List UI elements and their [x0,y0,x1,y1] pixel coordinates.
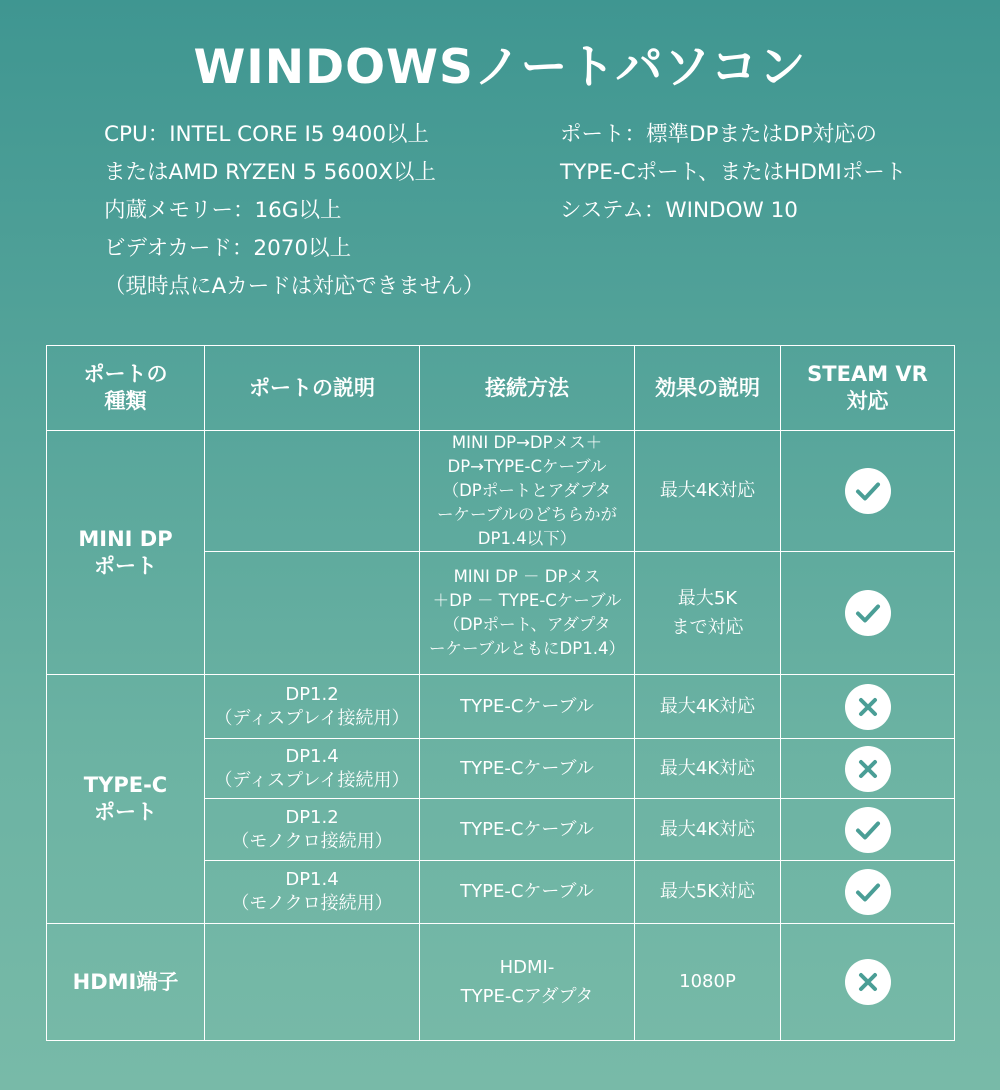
method-cell: HDMI- TYPE-Cアダプタ [420,924,635,1041]
port-desc-cell: DP1.4 （モノクロ接続用） [205,861,420,924]
port-desc-cell: DP1.4 （ディスプレイ接続用） [205,739,420,799]
header-steam-vr: STEAM VR 対応 [781,346,955,431]
spec-system: システム：WINDOW 10 [560,198,798,223]
effect-cell: 最大5K まで対応 [635,552,781,675]
effect-cell: 最大4K対応 [635,675,781,739]
method-cell: TYPE-Cケーブル [420,861,635,924]
cross-icon [845,746,891,792]
table-row [47,924,955,1041]
steam-vr-cell [781,924,955,1041]
steam-vr-cell [781,861,955,924]
port-compatibility-table [46,345,955,1041]
cross-icon [845,684,891,730]
port-desc-cell [205,924,420,1041]
port-desc-cell: DP1.2 （ディスプレイ接続用） [205,675,420,739]
check-icon [845,869,891,915]
effect-cell: 最大5K対応 [635,861,781,924]
port-desc-cell [205,431,420,552]
method-cell: TYPE-Cケーブル [420,799,635,861]
check-icon [845,807,891,853]
specs-left [104,116,484,306]
port-desc-cell [205,552,420,675]
group-hdmi: HDMI端子 [47,924,205,1041]
header-connection-method: 接続方法 [420,346,635,431]
steam-vr-cell [781,552,955,675]
page-title: WINDOWSノートパソコン [193,40,807,95]
steam-vr-cell [781,739,955,799]
spec-memory: 内蔵メモリー：16G以上 [104,198,342,223]
effect-cell: 最大4K対応 [635,799,781,861]
effect-cell: 1080P [635,924,781,1041]
cross-icon [845,959,891,1005]
header-port-description: ポートの説明 [205,346,420,431]
table-row [47,675,955,739]
effect-cell: 最大4K対応 [635,739,781,799]
table-row [47,431,955,552]
spec-video-card: ビデオカード：2070以上 [104,236,352,261]
effect-cell: 最大4K対応 [635,431,781,552]
method-cell: MINI DP→DPメス＋ DP→TYPE-Cケーブル （DPポートとアダプタ ーケーブルのどちらかが DP1.4以下） [420,431,635,552]
group-type-c: TYPE-C ポート [47,675,205,924]
spec-cpu: CPU：INTEL CORE I5 9400以上 [104,122,430,147]
check-icon [845,468,891,514]
steam-vr-cell [781,675,955,739]
specs-right [560,116,906,230]
table-header-row [47,346,955,431]
spec-port-alt: TYPE-Cポート、またはHDMIポート [560,160,907,185]
check-icon [845,590,891,636]
group-mini-dp: MINI DP ポート [47,431,205,675]
method-cell: MINI DP － DPメス ＋DP － TYPE-Cケーブル （DPポート、アダプタ ーケーブルともにDP1.4） [420,552,635,675]
spec-port: ポート：標準DPまたはDP対応の [560,122,878,147]
steam-vr-cell [781,799,955,861]
header-effect: 効果の説明 [635,346,781,431]
method-cell: TYPE-Cケーブル [420,675,635,739]
header-port-type: ポートの 種類 [47,346,205,431]
port-desc-cell: DP1.2 （モノクロ接続用） [205,799,420,861]
spec-note: （現時点にAカードは対応できません） [104,274,485,299]
spec-cpu-alt: またはAMD RYZEN 5 5600X以上 [104,160,437,185]
method-cell: TYPE-Cケーブル [420,739,635,799]
steam-vr-cell [781,431,955,552]
